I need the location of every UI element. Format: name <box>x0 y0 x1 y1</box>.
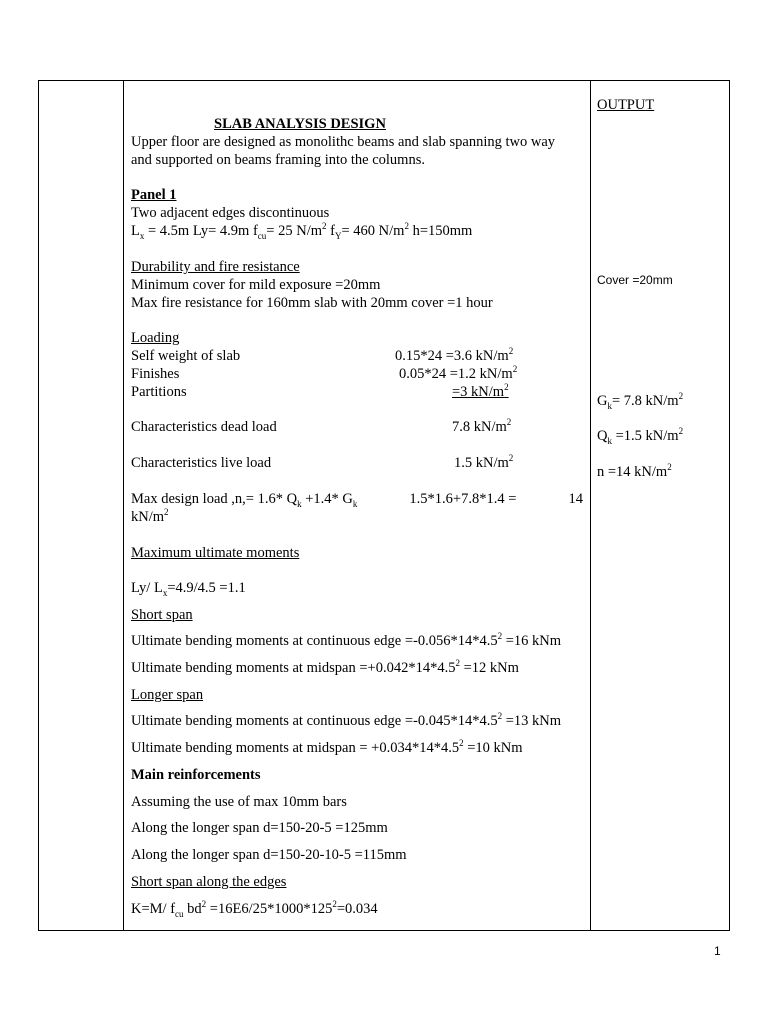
load-value: 0.05*24 =1.2 $kN/m^2$ <box>399 364 518 382</box>
moment-line: Ultimate bending moments at continuous edge $=-0.056*14*4.5^2 =16$ kNm <box>131 631 562 649</box>
output-cover: Cover =20mm <box>597 273 673 287</box>
load-label: Partitions <box>131 384 187 400</box>
page-title: SLAB ANALYSIS DESIGN <box>214 116 386 132</box>
live-load-label: Characteristics live load <box>131 455 272 471</box>
output-header: OUTPUT <box>597 97 655 113</box>
live-load-value: 1.5 $kN/m^2$ <box>454 453 514 471</box>
longer-span-heading: Longer span <box>131 687 204 703</box>
load-label: Finishes <box>131 366 180 382</box>
reinforcement-line: Along the longer span d=150-20-10-5 =115mm <box>131 847 407 863</box>
durability-line: Minimum cover for mild exposure =20mm <box>131 277 381 293</box>
design-load-line: Max design load ,n,= 1.6* $Q_k +1.4*$ $G_k$ 1.5*1.6+7.8*1.4 = 14 <box>131 491 583 509</box>
durability-line: Max fire resistance for 160mm slab with 20mm cover =1 hour <box>131 295 493 311</box>
column-divider-output <box>590 80 591 931</box>
load-label: Self weight of slab <box>131 348 241 364</box>
edges-heading: Short span along the edges <box>131 874 287 890</box>
column-divider-ref <box>123 80 124 931</box>
dead-load-value: 7.8 $kN/m^2$ <box>452 417 512 435</box>
intro-line: and supported on beams framing into the columns. <box>131 152 425 168</box>
load-value: 0.15*24 =3.6 $kN/m^2$ <box>395 346 514 364</box>
loading-heading: Loading <box>131 330 180 346</box>
reinforcement-line: Along the longer span d=150-20-5 =125mm <box>131 820 388 836</box>
panel-description: Two adjacent edges discontinuous <box>131 205 330 221</box>
output-gk: $G_k= 7.8$ $kN/m^2$ <box>597 391 684 411</box>
intro-line: Upper floor are designed as monolithc beams and slab spanning two way <box>131 134 556 150</box>
moment-line: Ultimate bending moments at midspan = $+0.034*14*4.5^2 =10$ kNm <box>131 738 523 756</box>
design-load-unit: $kN/m^2$ <box>131 507 169 525</box>
page-number: 1 <box>714 944 721 958</box>
dead-load-label: Characteristics dead load <box>131 419 277 435</box>
moments-heading: Maximum ultimate moments <box>131 545 300 561</box>
span-ratio: Ly/ $L_x=4.9/4.5 =1.1$ <box>131 580 246 598</box>
moment-line: Ultimate bending moments at midspan $=+0.042*14*4.5^2 =12$ kNm <box>131 658 519 676</box>
short-span-heading: Short span <box>131 607 193 623</box>
panel-parameters: $L_x = 4.5m$ Ly= 4.9m $f_{cu}= 25$ $N/m^2$ $f_Y= 460$ $N/m^2$ h=150mm <box>131 221 473 241</box>
moment-line: Ultimate bending moments at continuous edge $=-0.045*14*4.5^2 =13$ kNm <box>131 711 562 729</box>
reinforcement-line: Assuming the use of max 10mm bars <box>131 794 347 810</box>
durability-heading: Durability and fire resistance <box>131 259 300 275</box>
k-formula: K=M/ $f_{cu}$ $bd^2 =16E6/25*1000*125^2=0.034$ <box>131 899 378 919</box>
panel-heading: Panel 1 <box>131 187 177 203</box>
load-value: =3 $kN/m^2$ <box>452 382 509 400</box>
output-n: n =14 $kN/m^2$ <box>597 462 672 480</box>
output-qk: $Q_k =1.5$ $kN/m^2$ <box>597 426 684 446</box>
reinforcement-heading: Main reinforcements <box>131 767 261 783</box>
